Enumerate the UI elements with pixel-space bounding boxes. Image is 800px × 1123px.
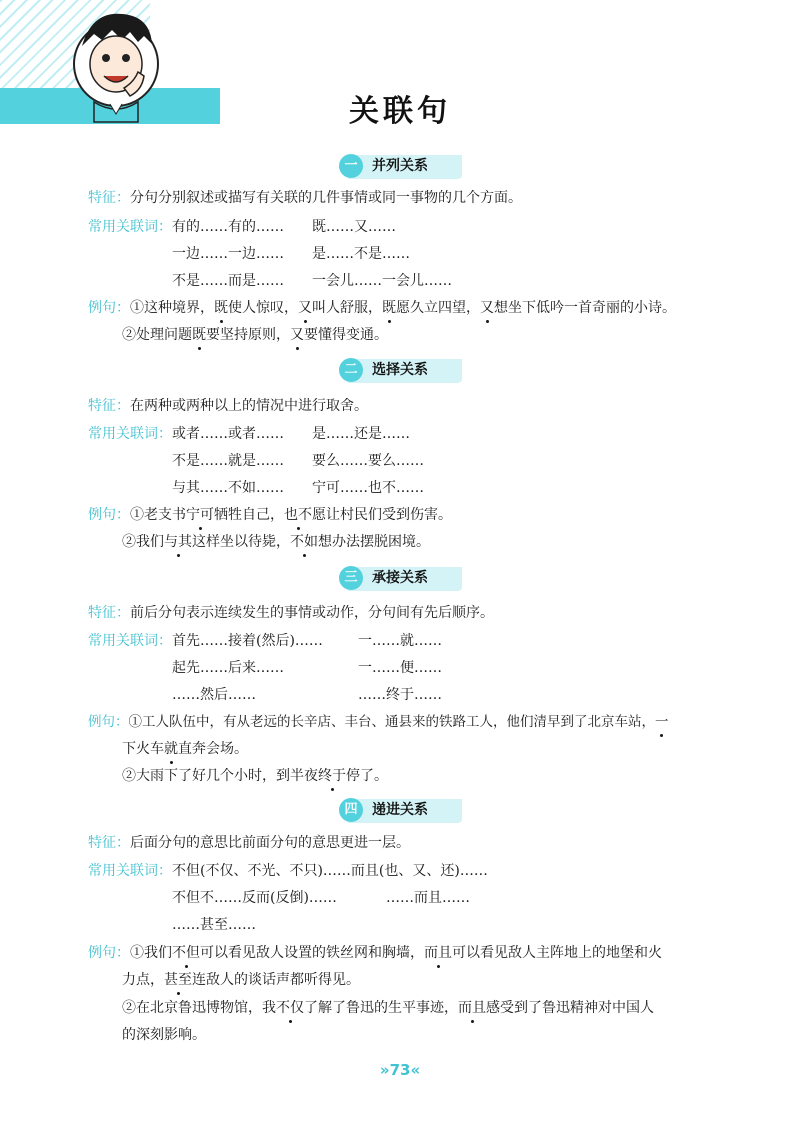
- section-title: 选择关系: [372, 362, 428, 378]
- example-line: ②大雨下了好几个小时，到半夜终于停了。: [122, 768, 388, 784]
- example-line: ②在北京鲁迅博物馆，我不仅了解了鲁迅的生平事迹，而且感受到了鲁迅精神对中国人: [122, 1000, 654, 1016]
- example-label: 例句：: [88, 300, 130, 316]
- section-header-2: [338, 357, 468, 383]
- word-pair: 不但(不仅、不光、不只)……而且(也、又、还)……: [172, 863, 488, 879]
- connective-word: 既: [214, 300, 228, 316]
- example-label: 例句：: [88, 714, 129, 730]
- word-pair: 不是……就是……: [172, 453, 284, 469]
- connective-word: 而且: [424, 945, 452, 961]
- word-pair: 一会儿……一会儿……: [312, 273, 452, 289]
- connective-word: 又: [298, 300, 312, 316]
- word-pair: 首先……接着(然后)……: [172, 633, 323, 649]
- feature-label: 特征：: [88, 190, 130, 206]
- section-header-3: [338, 565, 468, 591]
- word-pair: ……然后……: [172, 687, 256, 703]
- section-header-4: [338, 797, 468, 823]
- common-words-label-line: [88, 631, 172, 651]
- word-pair: 或者……或者……: [172, 426, 284, 442]
- page-number-value: 73: [389, 1061, 411, 1079]
- feature-line: [88, 188, 522, 208]
- connective-word: 不仅: [276, 1000, 304, 1016]
- example-label: 例句：: [88, 507, 130, 523]
- example-line: 下火车就直奔会场。: [122, 741, 248, 757]
- common-words-label: 常用关联词：: [88, 863, 172, 879]
- word-pair: 一边……一边……: [172, 246, 284, 262]
- connective-word: 又: [480, 300, 494, 316]
- example-line: 力点，甚至连敌人的谈话声都听得见。: [122, 972, 360, 988]
- connective-word: 与其: [164, 534, 192, 550]
- section-number: 一: [344, 158, 358, 173]
- feature-label: 特征：: [88, 605, 130, 621]
- word-pair: 不但不……反而(反倒)……: [172, 890, 337, 906]
- section-title: 递进关系: [372, 802, 428, 818]
- word-pair: 要么……要么……: [312, 453, 424, 469]
- feature-text: 分句分别叙述或描写有关联的几件事情或同一事物的几个方面。: [130, 190, 522, 206]
- example-line: ②我们与其这样坐以待毙，不如想办法摆脱困境。: [122, 534, 430, 550]
- section-header-1: [338, 153, 468, 179]
- example-line: 例句：①我们不但可以看见敌人设置的铁丝网和胸墙，而且可以看见敌人主阵地上的地堡和火: [88, 945, 662, 961]
- common-words-label: 常用关联词：: [88, 633, 172, 649]
- connective-word: 甚至: [164, 972, 192, 988]
- section-number: 三: [344, 570, 358, 585]
- connective-word: 不但: [172, 945, 200, 961]
- feature-text: 后面分句的意思比前面分句的意思更进一层。: [130, 835, 410, 851]
- connective-word: 就: [164, 741, 178, 757]
- connective-word: 又: [290, 327, 304, 343]
- word-pair: 与其……不如……: [172, 480, 284, 496]
- connective-word: 既: [382, 300, 396, 316]
- example-label: 例句：: [88, 945, 130, 961]
- feature-label: 特征：: [88, 398, 130, 414]
- example-line: 的深刻影响。: [122, 1027, 206, 1043]
- connective-word: 一: [655, 714, 669, 730]
- connective-word: 也不: [284, 507, 312, 523]
- example-line: 例句：①这种境界，既使人惊叹，又叫人舒服，既愿久立四望，又想坐下低吟一首奇丽的小诗。: [88, 300, 676, 316]
- example-line: 例句：①工人队伍中，有从老远的长辛店、丰台、通县来的铁路工人，他们清早到了北京车站，一: [88, 714, 669, 730]
- connective-word: 不如: [290, 534, 318, 550]
- word-pair: 有的……有的……: [172, 219, 284, 235]
- section-title: 并列关系: [372, 158, 428, 174]
- word-pair: ……甚至……: [172, 917, 256, 933]
- example-line: 例句：①老支书宁可牺牲自己，也不愿让村民们受到伤害。: [88, 507, 452, 523]
- page-title: 关联句: [349, 94, 451, 129]
- common-words-label-line: [88, 861, 172, 881]
- connective-word: 既: [192, 327, 206, 343]
- connective-word: 宁可: [186, 507, 214, 523]
- connective-word: 终于: [318, 768, 346, 784]
- feature-line: [88, 603, 494, 623]
- word-pair: 起先……后来……: [172, 660, 284, 676]
- common-words-label: 常用关联词：: [88, 219, 172, 235]
- feature-line: [88, 833, 410, 853]
- common-words-label-line: [88, 217, 172, 237]
- feature-text: 在两种或两种以上的情况中进行取舍。: [130, 398, 368, 414]
- word-pair: 既……又……: [312, 219, 396, 235]
- word-pair: 是……还是……: [312, 426, 410, 442]
- word-pair: ……终于……: [358, 687, 442, 703]
- page-number: [0, 1061, 800, 1079]
- word-pair: 一……就……: [358, 633, 442, 649]
- section-title: 承接关系: [372, 570, 428, 586]
- example-line: ②处理问题既要坚持原则，又要懂得变通。: [122, 327, 388, 343]
- arrow-left-icon: «: [410, 1061, 421, 1079]
- common-words-label-line: [88, 424, 172, 444]
- feature-line: [88, 396, 368, 416]
- feature-label: 特征：: [88, 835, 130, 851]
- common-words-label: 常用关联词：: [88, 426, 172, 442]
- connective-word: 而且: [458, 1000, 486, 1016]
- word-pair: 宁可……也不……: [312, 480, 424, 496]
- feature-text: 前后分句表示连续发生的事情或动作，分句间有先后顺序。: [130, 605, 494, 621]
- arrow-right-icon: »: [379, 1061, 390, 1079]
- section-number: 二: [344, 362, 358, 377]
- word-pair: 不是……而是……: [172, 273, 284, 289]
- word-pair: 一……便……: [358, 660, 442, 676]
- section-number: 四: [344, 802, 358, 817]
- word-pair: ……而且……: [386, 890, 470, 906]
- word-pair: 是……不是……: [312, 246, 410, 262]
